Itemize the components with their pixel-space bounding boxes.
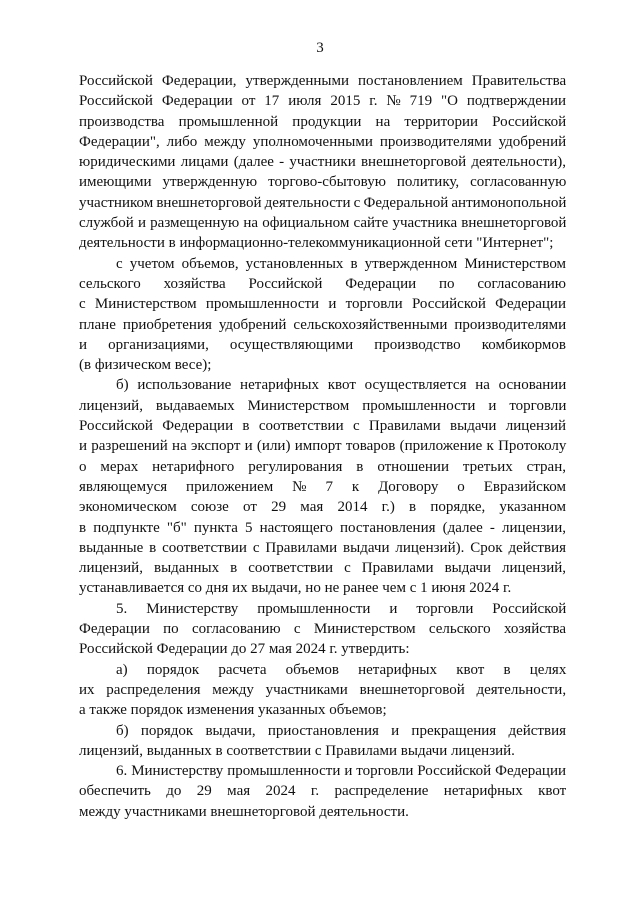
text-line: Федерации", либо между уполномоченными производителями удобрений	[79, 133, 567, 150]
text-line: а) порядок расчета объемов нетарифных квот в целях	[116, 661, 567, 678]
text-line: между участниками внешнеторговой деятельности.	[79, 803, 409, 820]
text-line: сельского хозяйства Российской Федерации по согласованию	[79, 275, 566, 292]
text-line: Федерации по согласованию с Министерством сельского хозяйства	[79, 621, 566, 638]
page-number: 3	[316, 40, 324, 56]
paragraph	[79, 721, 566, 762]
text-line: в подпункте "б" пункта 5 настоящего постановления (далее - лицензии,	[79, 519, 566, 536]
text-line: обеспечить до 29 мая 2024 г. распределение нетарифных квот	[79, 783, 567, 800]
text-line: Российской Федерации в соответствии с Правилами выдачи лицензий	[79, 418, 566, 435]
text-line: с Министерством промышленности и торговли Российской Федерации	[79, 296, 566, 313]
text-line: с учетом объемов, установленных в утвержденном Министерством	[116, 255, 567, 272]
text-line: выданные в соответствии с Правилами выдачи лицензий). Срок действия	[79, 539, 566, 556]
text-line: имеющими утвержденную торгово-сбытовую политику, согласованную	[79, 174, 567, 191]
text-line: 5. Министерству промышленности и торговли Российской	[116, 600, 567, 617]
text-line: (в физическом весе);	[79, 357, 212, 374]
text-line: их распределения между участниками внешнеторговой деятельности,	[79, 681, 567, 698]
text-line: лицензий, выданных в соответствии с Правилами выдачи лицензий.	[79, 742, 515, 759]
text-line: устанавливается со дня их выдачи, но не ранее чем с 1 июня 2024 г.	[79, 580, 512, 597]
paragraph	[79, 375, 566, 598]
text-line: б) порядок выдачи, приостановления и прекращения действия	[116, 722, 566, 739]
text-line: производства промышленной продукции на территории Российской	[79, 113, 567, 130]
text-line: юридическими лицами (далее - участники внешнеторговой деятельности),	[79, 154, 566, 171]
text-line: Российской Федерации до 27 мая 2024 г. утвердить:	[79, 641, 410, 658]
text-line: и разрешений на экспорт и (или) импорт товаров (приложение к Протоколу	[79, 438, 567, 455]
paragraph	[79, 599, 566, 660]
text-line: плане приобретения удобрений сельскохозяйственными производителями	[79, 316, 567, 333]
text-line: службой и размещенную на официальном сайте участника внешнеторговой	[79, 215, 567, 232]
text-line: Российской Федерации от 17 июля 2015 г. № 719 "О подтверждении	[79, 93, 566, 110]
text-line: лицензий, выданных в соответствии с Правилами выдачи лицензий,	[79, 560, 566, 577]
text-line: и организациями, осуществляющими производство комбикормов	[79, 336, 566, 353]
paragraph	[79, 71, 566, 254]
paragraph	[79, 761, 566, 822]
text-line: Российской Федерации, утвержденными постановлением Правительства	[79, 73, 567, 89]
text-line: б) использование нетарифных квот осуществляется на основании	[116, 377, 567, 394]
text-line: лицензий, выдаваемых Министерством промышленности и торговли	[79, 397, 567, 414]
text-line: а также порядок изменения указанных объемов;	[79, 702, 387, 719]
text-line: о мерах нетарифного регулирования в отношении третьих стран,	[79, 458, 566, 475]
text-line: участником внешнеторговой деятельности с Федеральной антимонопольной	[79, 194, 567, 211]
document-body	[79, 71, 566, 822]
text-line: являющемуся приложением № 7 к Договору о Евразийском	[79, 478, 566, 495]
paragraph	[79, 254, 566, 376]
text-line: экономическом союзе от 29 мая 2014 г.) в порядке, указанном	[79, 499, 566, 516]
paragraph	[79, 660, 566, 721]
text-line: деятельности в информационно-телекоммуникационной сети "Интернет";	[79, 235, 554, 252]
text-line: 6. Министерству промышленности и торговли Российской Федерации	[116, 763, 566, 780]
